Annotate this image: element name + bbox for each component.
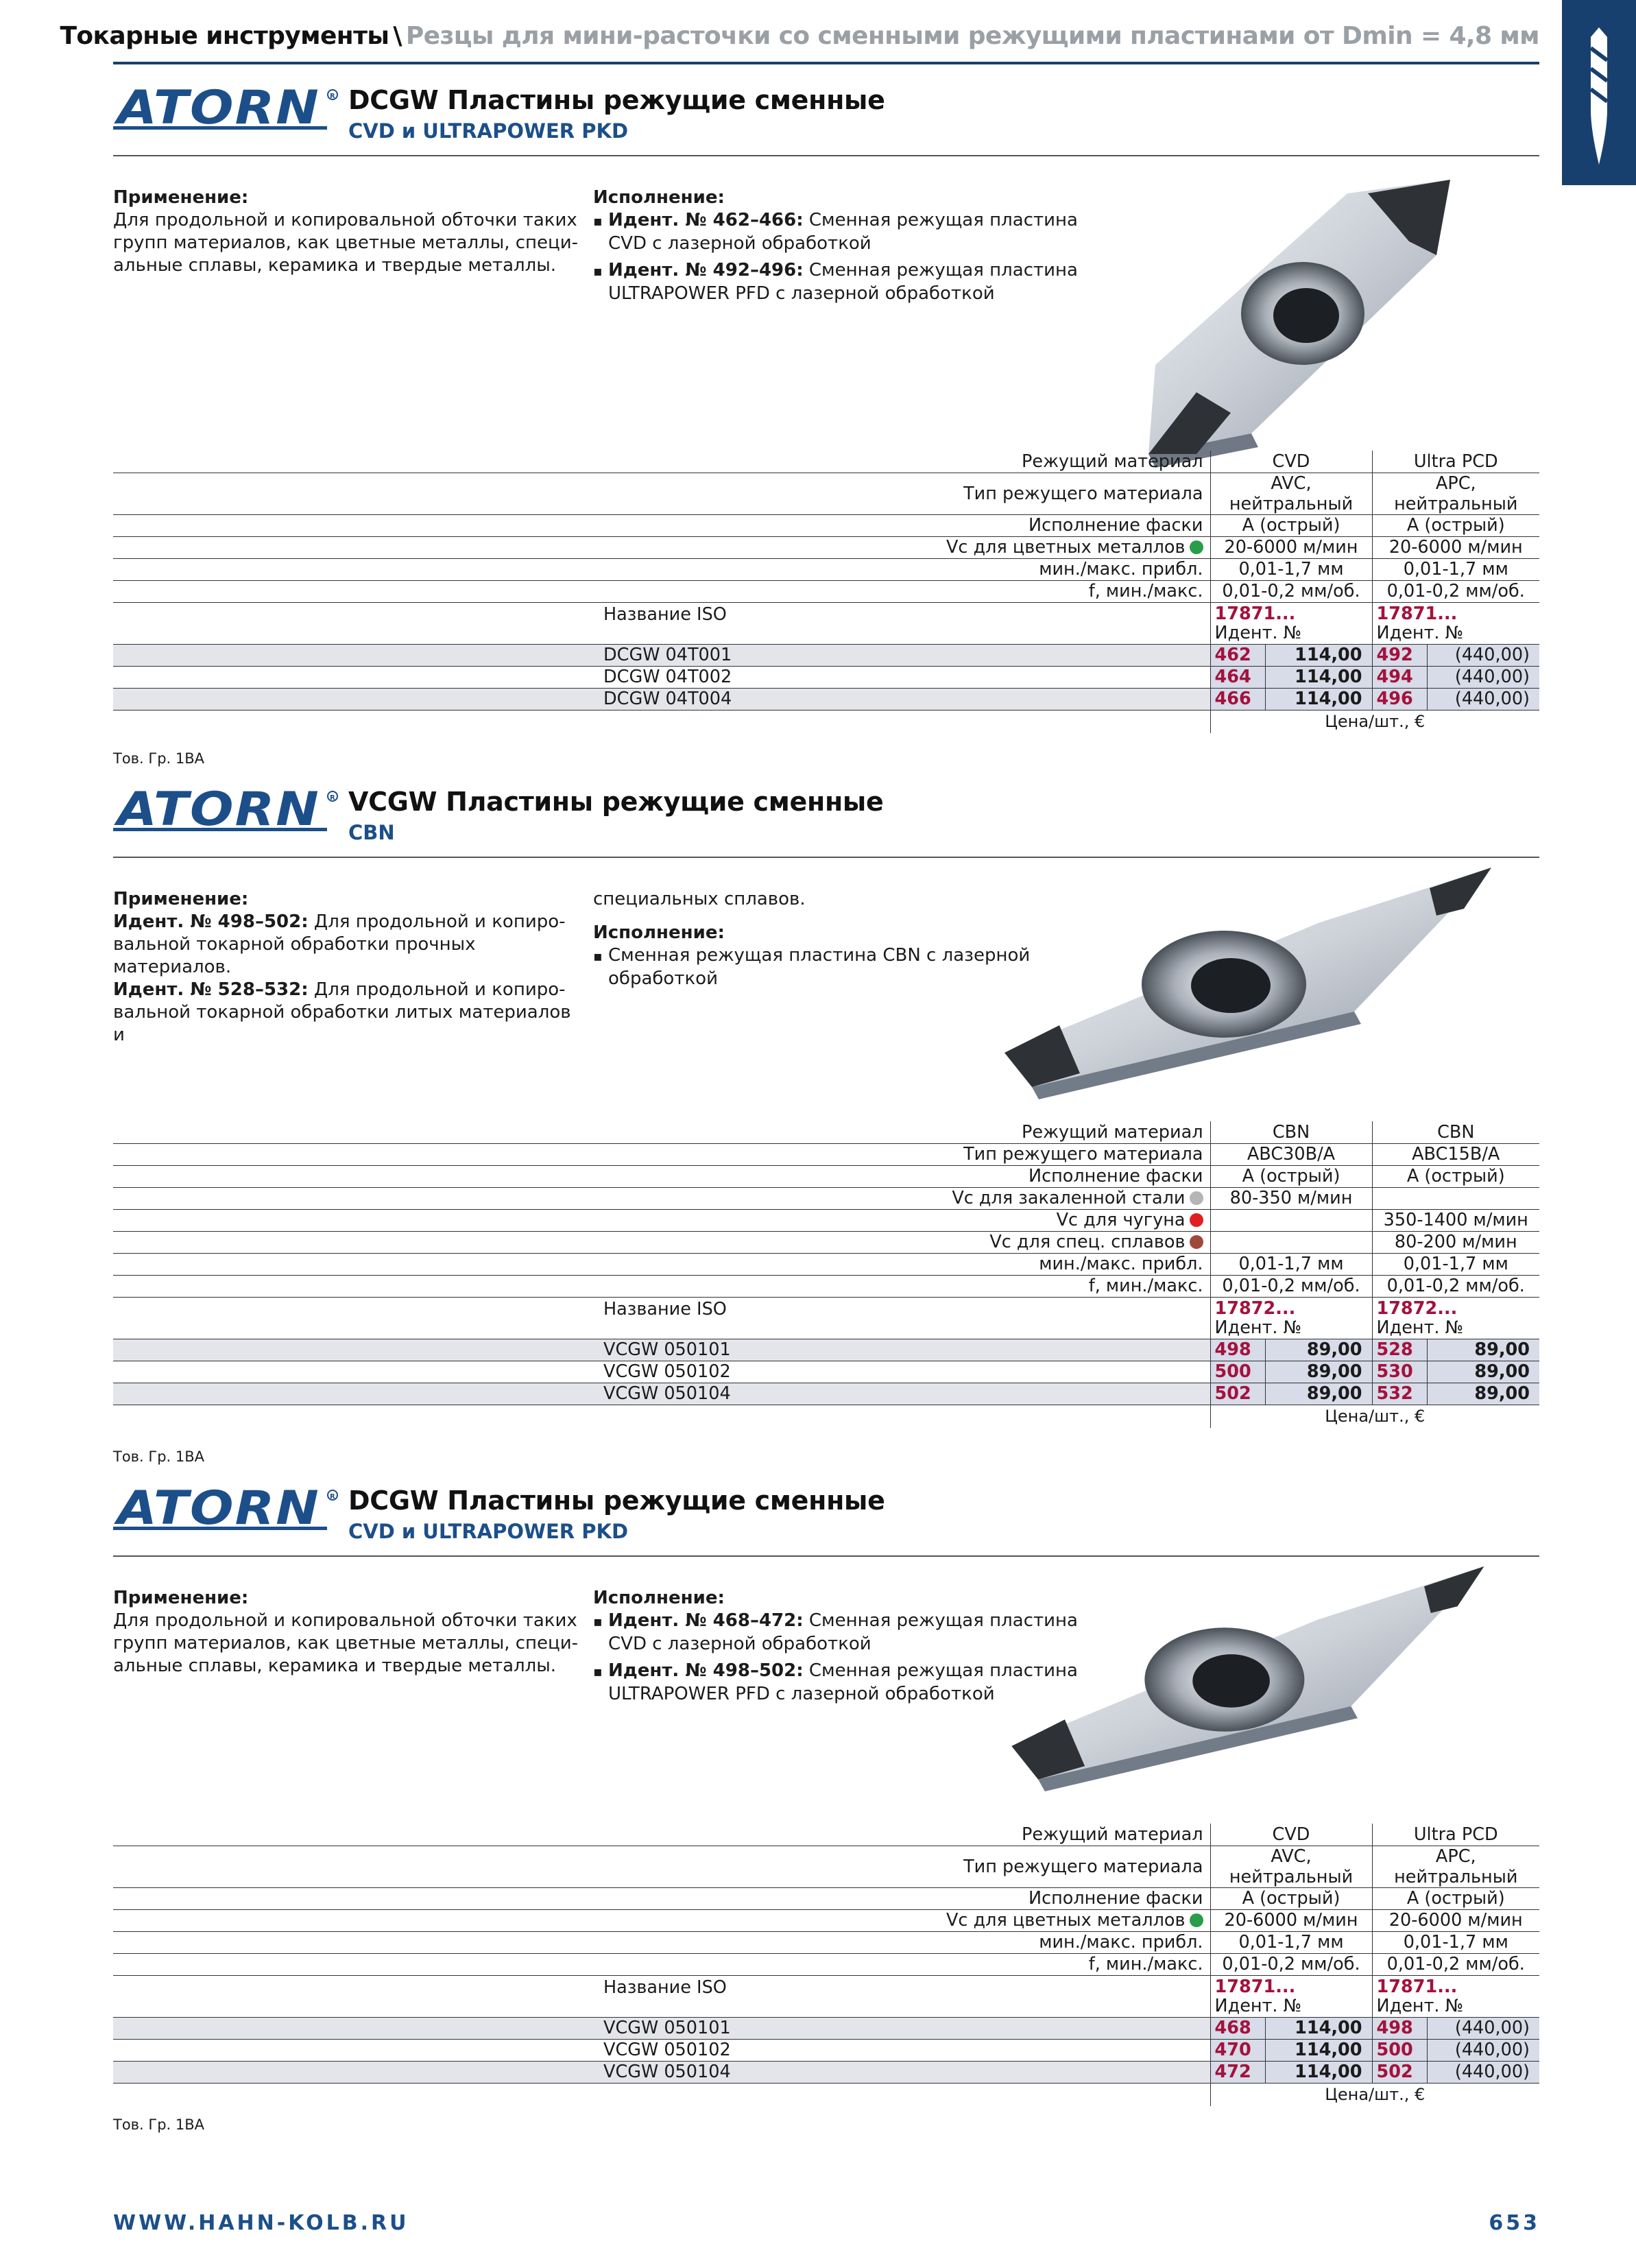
ident-number-b[interactable]: 528: [1372, 1339, 1427, 1361]
spec-row: [113, 558, 1539, 580]
insert-image: [998, 1566, 1491, 1793]
table-row[interactable]: [113, 2061, 1539, 2083]
ident-number-a[interactable]: 462: [1210, 644, 1265, 666]
spec-value-b: 20-6000 м/мин: [1372, 1909, 1539, 1931]
iso-header-row: [113, 1297, 1539, 1339]
spec-row: [113, 1953, 1539, 1975]
spec-row: [113, 1231, 1539, 1253]
spec-row: [113, 1121, 1539, 1143]
spec-value-b: 0,01-1,7 мм: [1372, 558, 1539, 580]
material-dot-icon: [1190, 1213, 1203, 1227]
spec-table: [113, 451, 1539, 733]
price-b: (440,00): [1427, 2017, 1539, 2039]
spec-row: [113, 1165, 1539, 1187]
spec-value-a: [1210, 1209, 1372, 1231]
svg-text:ATORN: ATORN: [113, 785, 320, 836]
ident-number-a[interactable]: 502: [1210, 1383, 1265, 1405]
product-section-vcgw-cvd: [113, 1484, 1539, 2170]
iso-name: DCGW 04T001: [113, 644, 1210, 666]
iso-name: VCGW 050101: [113, 2017, 1210, 2039]
title-rule: [113, 857, 1539, 858]
spec-value-b: ABC15B/A: [1372, 1143, 1539, 1165]
application-text: вальной токарной обработки прочных материалов.: [113, 934, 476, 977]
table-row[interactable]: [113, 1339, 1539, 1361]
spec-label: мин./макс. прибл.: [113, 558, 1210, 580]
spec-row: [113, 536, 1539, 558]
application-label: Применение:: [113, 1588, 249, 1608]
application-text: групп материалов, как цветные металлы, специ-: [113, 232, 579, 253]
spec-label: мин./макс. прибл.: [113, 1931, 1210, 1953]
price-b: 89,00: [1427, 1383, 1539, 1405]
spec-value-a: CBN: [1210, 1121, 1372, 1143]
ident-number-a[interactable]: 466: [1210, 688, 1265, 710]
ident-number-a[interactable]: 464: [1210, 666, 1265, 688]
spec-label: Режущий материал: [113, 1121, 1210, 1143]
price-caption: Цена/шт., €: [1210, 1405, 1539, 1428]
header-rule: [113, 62, 1539, 64]
chapter-tab: [1562, 0, 1636, 185]
spec-value-a: AVC, нейтральный: [1210, 473, 1372, 514]
spec-value-a: A (острый): [1210, 1165, 1372, 1187]
spec-value-b: CBN: [1372, 1121, 1539, 1143]
breadcrumb: [60, 18, 1539, 55]
svg-text:R: R: [330, 794, 335, 802]
insert-image: [991, 868, 1498, 1101]
spec-value-b: A (острый): [1372, 1887, 1539, 1909]
price-caption-row: [113, 1405, 1539, 1428]
spec-value-b: 0,01-1,7 мм: [1372, 1253, 1539, 1275]
spec-label: Тип режущего материала: [113, 473, 1210, 514]
iso-label: Название ISO: [113, 602, 1210, 644]
svg-text:R: R: [330, 1493, 335, 1501]
spec-row: [113, 1931, 1539, 1953]
application-text: групп материалов, как цветные металлы, специ-: [113, 1633, 579, 1654]
spec-label: f, мин./макс.: [113, 1275, 1210, 1297]
spec-row: [113, 1824, 1539, 1846]
price-a: 114,00: [1265, 2017, 1372, 2039]
spec-value-a: [1210, 1231, 1372, 1253]
spec-label: f, мин./макс.: [113, 580, 1210, 602]
ident-number-a[interactable]: 472: [1210, 2061, 1265, 2083]
spec-label: мин./макс. прибл.: [113, 1253, 1210, 1275]
atorn-logo: [113, 1484, 339, 1538]
price-a: 114,00: [1265, 644, 1372, 666]
spec-row: [113, 1209, 1539, 1231]
ident-number-b[interactable]: 530: [1372, 1361, 1427, 1383]
table-row[interactable]: [113, 2039, 1539, 2061]
execution-label: Исполнение:: [593, 187, 725, 208]
spec-row: [113, 1275, 1539, 1297]
iso-name: DCGW 04T004: [113, 688, 1210, 710]
price-a: 114,00: [1265, 688, 1372, 710]
product-title: DCGW Пластины режущие сменные: [348, 1485, 885, 1516]
spec-label: Тип режущего материала: [113, 1143, 1210, 1165]
application-text: Идент. № 528–532: Для продольной и копиро-: [113, 979, 566, 1000]
ident-number-a[interactable]: 500: [1210, 1361, 1265, 1383]
price-b: (440,00): [1427, 2061, 1539, 2083]
iso-label: Название ISO: [113, 1975, 1210, 2017]
spec-label: Vc для чугуна: [113, 1209, 1210, 1231]
spec-value-b: APC, нейтральный: [1372, 1846, 1539, 1887]
ident-number-b[interactable]: 500: [1372, 2039, 1427, 2061]
breadcrumb-sub[interactable]: Резцы для мини-расточки со сменными режущими пластинами от Dmin = 4,8 мм: [405, 22, 1539, 50]
spec-label: f, мин./макс.: [113, 1953, 1210, 1975]
spec-value-a: 20-6000 м/мин: [1210, 536, 1372, 558]
price-a: 89,00: [1265, 1383, 1372, 1405]
product-section-vcgw-cbn: [113, 785, 1539, 1471]
order-code-a: 17871... Идент. №: [1210, 1975, 1372, 2017]
order-code-a: 17872... Идент. №: [1210, 1297, 1372, 1339]
application-label: Применение:: [113, 889, 249, 909]
footer-url[interactable]: WWW.HAHN-KOLB.RU: [113, 2211, 409, 2235]
spec-label: Исполнение фаски: [113, 514, 1210, 536]
spec-row: [113, 451, 1539, 473]
price-b: (440,00): [1427, 2039, 1539, 2061]
price-a: 89,00: [1265, 1339, 1372, 1361]
spec-label: Тип режущего материала: [113, 1846, 1210, 1887]
ident-number-b[interactable]: 496: [1372, 688, 1427, 710]
application-text: Идент. № 498–502: Для продольной и копиро-: [113, 911, 566, 932]
order-code-b: 17871... Идент. №: [1372, 602, 1539, 644]
spec-value-b: 350-1400 м/мин: [1372, 1209, 1539, 1231]
spec-value-a: 0,01-1,7 мм: [1210, 1253, 1372, 1275]
application-column: [113, 888, 579, 1047]
iso-name: VCGW 050104: [113, 1383, 1210, 1405]
application-label: Применение:: [113, 187, 249, 208]
product-subtitle: CVD и ULTRAPOWER PKD: [348, 119, 629, 143]
application-text: Для продольной и копировальной обточки таких: [113, 210, 577, 230]
execution-text: специальных сплавов.: [593, 889, 806, 909]
table-row[interactable]: [113, 1383, 1539, 1405]
spec-value-a: 0,01-0,2 мм/об.: [1210, 1953, 1372, 1975]
price-caption: Цена/шт., €: [1210, 710, 1539, 733]
title-rule: [113, 1555, 1539, 1557]
order-code-b: 17871... Идент. №: [1372, 1975, 1539, 2017]
price-caption-row: [113, 710, 1539, 733]
spec-value-b: Ultra PCD: [1372, 451, 1539, 473]
price-a: 89,00: [1265, 1361, 1372, 1383]
application-column: [113, 187, 579, 277]
iso-name: DCGW 04T002: [113, 666, 1210, 688]
execution-label: Исполнение:: [593, 1588, 725, 1608]
spec-label: Режущий материал: [113, 451, 1210, 473]
iso-label: Название ISO: [113, 1297, 1210, 1339]
product-group: Тов. Гр. 1BA: [113, 1448, 205, 1465]
order-code-a: 17871... Идент. №: [1210, 602, 1372, 644]
spec-row: [113, 580, 1539, 602]
spec-value-a: 0,01-1,7 мм: [1210, 1931, 1372, 1953]
spec-value-a: 80-350 м/мин: [1210, 1187, 1372, 1209]
price-a: 114,00: [1265, 2039, 1372, 2061]
spec-value-a: A (острый): [1210, 1887, 1372, 1909]
material-dot-icon: [1190, 1913, 1203, 1927]
ident-number-a[interactable]: 498: [1210, 1339, 1265, 1361]
atorn-logo: [113, 785, 339, 839]
insert-image: [1025, 166, 1464, 468]
spec-label: Vc для закаленной стали: [113, 1187, 1210, 1209]
spec-value-a: 20-6000 м/мин: [1210, 1909, 1372, 1931]
title-rule: [113, 155, 1539, 156]
spec-label: Vc для спец. сплавов: [113, 1231, 1210, 1253]
page-number: 653: [1489, 2211, 1540, 2235]
spec-value-b: A (острый): [1372, 1165, 1539, 1187]
table-row[interactable]: [113, 1361, 1539, 1383]
spec-value-b: 80-200 м/мин: [1372, 1231, 1539, 1253]
price-b: 89,00: [1427, 1339, 1539, 1361]
spec-row: [113, 1253, 1539, 1275]
spec-value-a: AVC, нейтральный: [1210, 1846, 1372, 1887]
iso-name: VCGW 050102: [113, 1361, 1210, 1383]
spec-row: [113, 1846, 1539, 1887]
page-header: [60, 18, 1539, 66]
ident-number-b[interactable]: 532: [1372, 1383, 1427, 1405]
spec-value-a: 0,01-0,2 мм/об.: [1210, 1275, 1372, 1297]
spec-value-a: CVD: [1210, 451, 1372, 473]
table-row[interactable]: [113, 666, 1539, 688]
iso-name: VCGW 050101: [113, 1339, 1210, 1361]
spec-value-b: A (острый): [1372, 514, 1539, 536]
execution-label: Исполнение:: [593, 922, 725, 943]
spec-value-a: ABC30B/A: [1210, 1143, 1372, 1165]
application-text: альные сплавы, керамика и твердые металлы.: [113, 255, 557, 276]
atorn-logo: [113, 84, 339, 137]
spec-value-b: APC, нейтральный: [1372, 473, 1539, 514]
application-text: альные сплавы, керамика и твердые металлы.: [113, 1656, 557, 1676]
price-b: (440,00): [1427, 644, 1539, 666]
spec-value-b: 20-6000 м/мин: [1372, 536, 1539, 558]
application-column: [113, 1587, 579, 1678]
iso-name: VCGW 050102: [113, 2039, 1210, 2061]
spec-label: Режущий материал: [113, 1824, 1210, 1846]
product-section-dcgw-cvd: [113, 84, 1539, 769]
price-b: (440,00): [1427, 688, 1539, 710]
product-title: DCGW Пластины режущие сменные: [348, 85, 885, 115]
spec-value-a: A (острый): [1210, 514, 1372, 536]
price-a: 114,00: [1265, 2061, 1372, 2083]
application-text: Для продольной и копировальной обточки таких: [113, 1610, 577, 1631]
price-caption-row: [113, 2083, 1539, 2106]
execution-item: ▪ Сменная режущая пластина CBN с лазерной обработкой: [593, 944, 1210, 990]
table-row[interactable]: [113, 644, 1539, 666]
spec-value-b: 0,01-0,2 мм/об.: [1372, 580, 1539, 602]
iso-name: VCGW 050104: [113, 2061, 1210, 2083]
material-dot-icon: [1190, 1191, 1203, 1205]
product-subtitle: CVD и ULTRAPOWER PKD: [348, 1520, 629, 1543]
ident-number-a[interactable]: 468: [1210, 2017, 1265, 2039]
execution-item: ▪ Идент. № 462–466: Сменная режущая пластина CVD с лазерной обработкой: [593, 209, 1210, 255]
spec-row: [113, 1187, 1539, 1209]
breadcrumb-separator: \: [393, 22, 402, 50]
table-row[interactable]: [113, 688, 1539, 710]
spec-label: Vc для цветных металлов: [113, 1909, 1210, 1931]
spec-label: Исполнение фаски: [113, 1887, 1210, 1909]
iso-header-row: [113, 1975, 1539, 2017]
spec-value-b: 0,01-0,2 мм/об.: [1372, 1953, 1539, 1975]
product-title: VCGW Пластины режущие сменные: [348, 787, 884, 817]
product-group: Тов. Гр. 1BA: [113, 750, 205, 767]
iso-header-row: [113, 602, 1539, 644]
ident-number-b[interactable]: 492: [1372, 644, 1427, 666]
spec-row: [113, 1143, 1539, 1165]
price-a: 114,00: [1265, 666, 1372, 688]
spec-value-a: 0,01-1,7 мм: [1210, 558, 1372, 580]
order-code-b: 17872... Идент. №: [1372, 1297, 1539, 1339]
ident-number-b[interactable]: 494: [1372, 666, 1427, 688]
spec-value-a: CVD: [1210, 1824, 1372, 1846]
breadcrumb-main[interactable]: Токарные инструменты: [60, 22, 389, 50]
spec-value-b: Ultra PCD: [1372, 1824, 1539, 1846]
spec-table: [113, 1824, 1539, 2106]
spec-value-b: [1372, 1187, 1539, 1209]
ident-number-a[interactable]: 470: [1210, 2039, 1265, 2061]
execution-item: ▪ Идент. № 498–502: Сменная режущая пластина ULTRAPOWER PFD с лазерной обработкой: [593, 1660, 1210, 1706]
material-dot-icon: [1190, 540, 1203, 554]
product-subtitle: CBN: [348, 821, 395, 844]
price-b: (440,00): [1427, 666, 1539, 688]
spec-value-b: 0,01-1,7 мм: [1372, 1931, 1539, 1953]
svg-text:R: R: [330, 93, 335, 100]
spec-table: [113, 1121, 1539, 1428]
material-dot-icon: [1190, 1235, 1203, 1249]
execution-item: ▪ Идент. № 492–496: Сменная режущая пластина ULTRAPOWER PFD с лазерной обработкой: [593, 259, 1210, 305]
application-text: вальной токарной обработки литых материалов и: [113, 1002, 571, 1045]
svg-text:ATORN: ATORN: [113, 84, 320, 134]
spec-value-a: 0,01-0,2 мм/об.: [1210, 580, 1372, 602]
svg-text:ATORN: ATORN: [113, 1484, 320, 1535]
spec-label: Vc для цветных металлов: [113, 536, 1210, 558]
spec-value-b: 0,01-0,2 мм/об.: [1372, 1275, 1539, 1297]
ident-number-b[interactable]: 502: [1372, 2061, 1427, 2083]
product-group: Тов. Гр. 1BA: [113, 2116, 205, 2133]
price-b: 89,00: [1427, 1361, 1539, 1383]
spec-row: [113, 514, 1539, 536]
price-caption: Цена/шт., €: [1210, 2083, 1539, 2106]
ident-number-b[interactable]: 498: [1372, 2017, 1427, 2039]
spec-label: Исполнение фаски: [113, 1165, 1210, 1187]
spec-row: [113, 473, 1539, 514]
table-row[interactable]: [113, 2017, 1539, 2039]
execution-item: ▪ Идент. № 468–472: Сменная режущая пластина CVD с лазерной обработкой: [593, 1610, 1210, 1656]
spec-row: [113, 1887, 1539, 1909]
spec-row: [113, 1909, 1539, 1931]
drill-icon: [1584, 27, 1614, 165]
